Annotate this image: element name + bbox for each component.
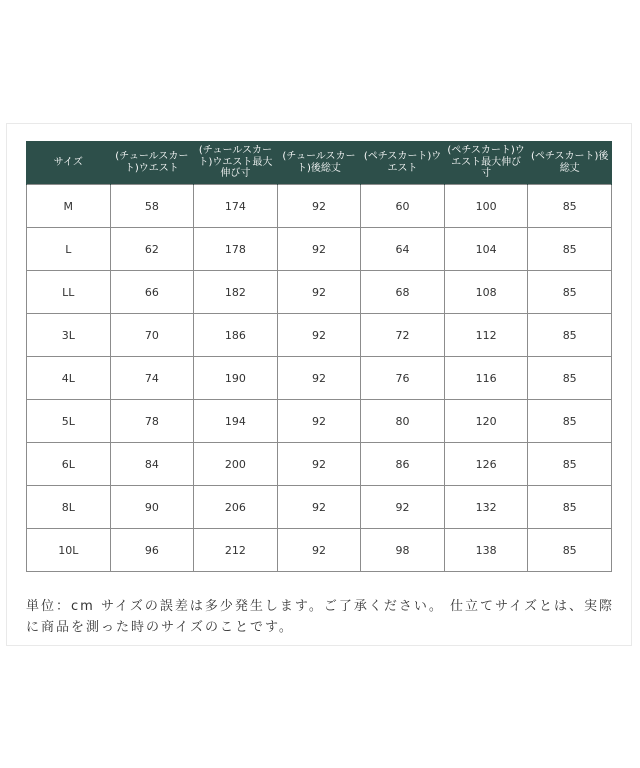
table-row [27,271,612,314]
table-cell: 92 [277,529,361,572]
table-cell: 182 [194,271,278,314]
table-row [27,443,612,486]
table-cell: 186 [194,314,278,357]
header-tulle-waist-max: (チュールスカート)ウエスト最大伸び寸 [194,141,278,185]
table-header-row [27,141,612,185]
size-note: 単位：cm サイズの誤差は多少発生します。ご了承ください。 仕立てサイズとは、実際に商品を測った時のサイズのことです。 [26,599,614,635]
table-cell: 116 [444,357,528,400]
table-cell: 90 [110,486,194,529]
table-cell: 85 [528,400,612,443]
table-cell: 92 [277,228,361,271]
table-cell: 178 [194,228,278,271]
size-table [26,141,612,572]
table-cell: 74 [110,357,194,400]
table-cell: 100 [444,185,528,228]
table-cell: M [27,185,111,228]
table-cell: 92 [277,357,361,400]
table-cell: 108 [444,271,528,314]
header-tulle-waist: (チュールスカート)ウエスト [110,141,194,185]
table-row [27,357,612,400]
table-cell: 92 [277,443,361,486]
table-row [27,185,612,228]
table-cell: 4L [27,357,111,400]
table-cell: 62 [110,228,194,271]
table-cell: 70 [110,314,194,357]
table-cell: 68 [361,271,445,314]
table-cell: 120 [444,400,528,443]
header-size: サイズ [27,141,111,185]
table-cell: 98 [361,529,445,572]
table-cell: 92 [277,400,361,443]
header-petticoat-waist-max: (ペチスカート)ウエスト最大伸び寸 [444,141,528,185]
table-row [27,314,612,357]
table-cell: 85 [528,443,612,486]
table-cell: 138 [444,529,528,572]
table-cell: 200 [194,443,278,486]
table-cell: 85 [528,486,612,529]
table-cell: 112 [444,314,528,357]
table-cell: 92 [361,486,445,529]
header-petticoat-length: (ペチスカート)後総丈 [528,141,612,185]
table-cell: 86 [361,443,445,486]
table-cell: 6L [27,443,111,486]
table-cell: 104 [444,228,528,271]
table-cell: 76 [361,357,445,400]
table-cell: 66 [110,271,194,314]
table-row [27,529,612,572]
table-row [27,228,612,271]
table-cell: 5L [27,400,111,443]
table-cell: 78 [110,400,194,443]
table-cell: 85 [528,228,612,271]
table-cell: 80 [361,400,445,443]
table-cell: 58 [110,185,194,228]
table-cell: 92 [277,271,361,314]
table-cell: 60 [361,185,445,228]
table-cell: L [27,228,111,271]
table-cell: 190 [194,357,278,400]
table-cell: 72 [361,314,445,357]
table-cell: LL [27,271,111,314]
table-cell: 92 [277,486,361,529]
table-cell: 96 [110,529,194,572]
table-cell: 85 [528,271,612,314]
header-tulle-length: (チュールスカート)後総丈 [277,141,361,185]
table-cell: 85 [528,314,612,357]
table-row [27,400,612,443]
table-cell: 126 [444,443,528,486]
header-petticoat-waist: (ペチスカート)ウエスト [361,141,445,185]
table-cell: 132 [444,486,528,529]
table-cell: 212 [194,529,278,572]
table-cell: 64 [361,228,445,271]
table-cell: 92 [277,314,361,357]
table-cell: 85 [528,357,612,400]
table-cell: 206 [194,486,278,529]
table-cell: 174 [194,185,278,228]
table-cell: 194 [194,400,278,443]
table-cell: 3L [27,314,111,357]
table-cell: 84 [110,443,194,486]
table-row [27,486,612,529]
table-cell: 8L [27,486,111,529]
table-cell: 85 [528,185,612,228]
table-cell: 92 [277,185,361,228]
table-cell: 10L [27,529,111,572]
table-cell: 85 [528,529,612,572]
